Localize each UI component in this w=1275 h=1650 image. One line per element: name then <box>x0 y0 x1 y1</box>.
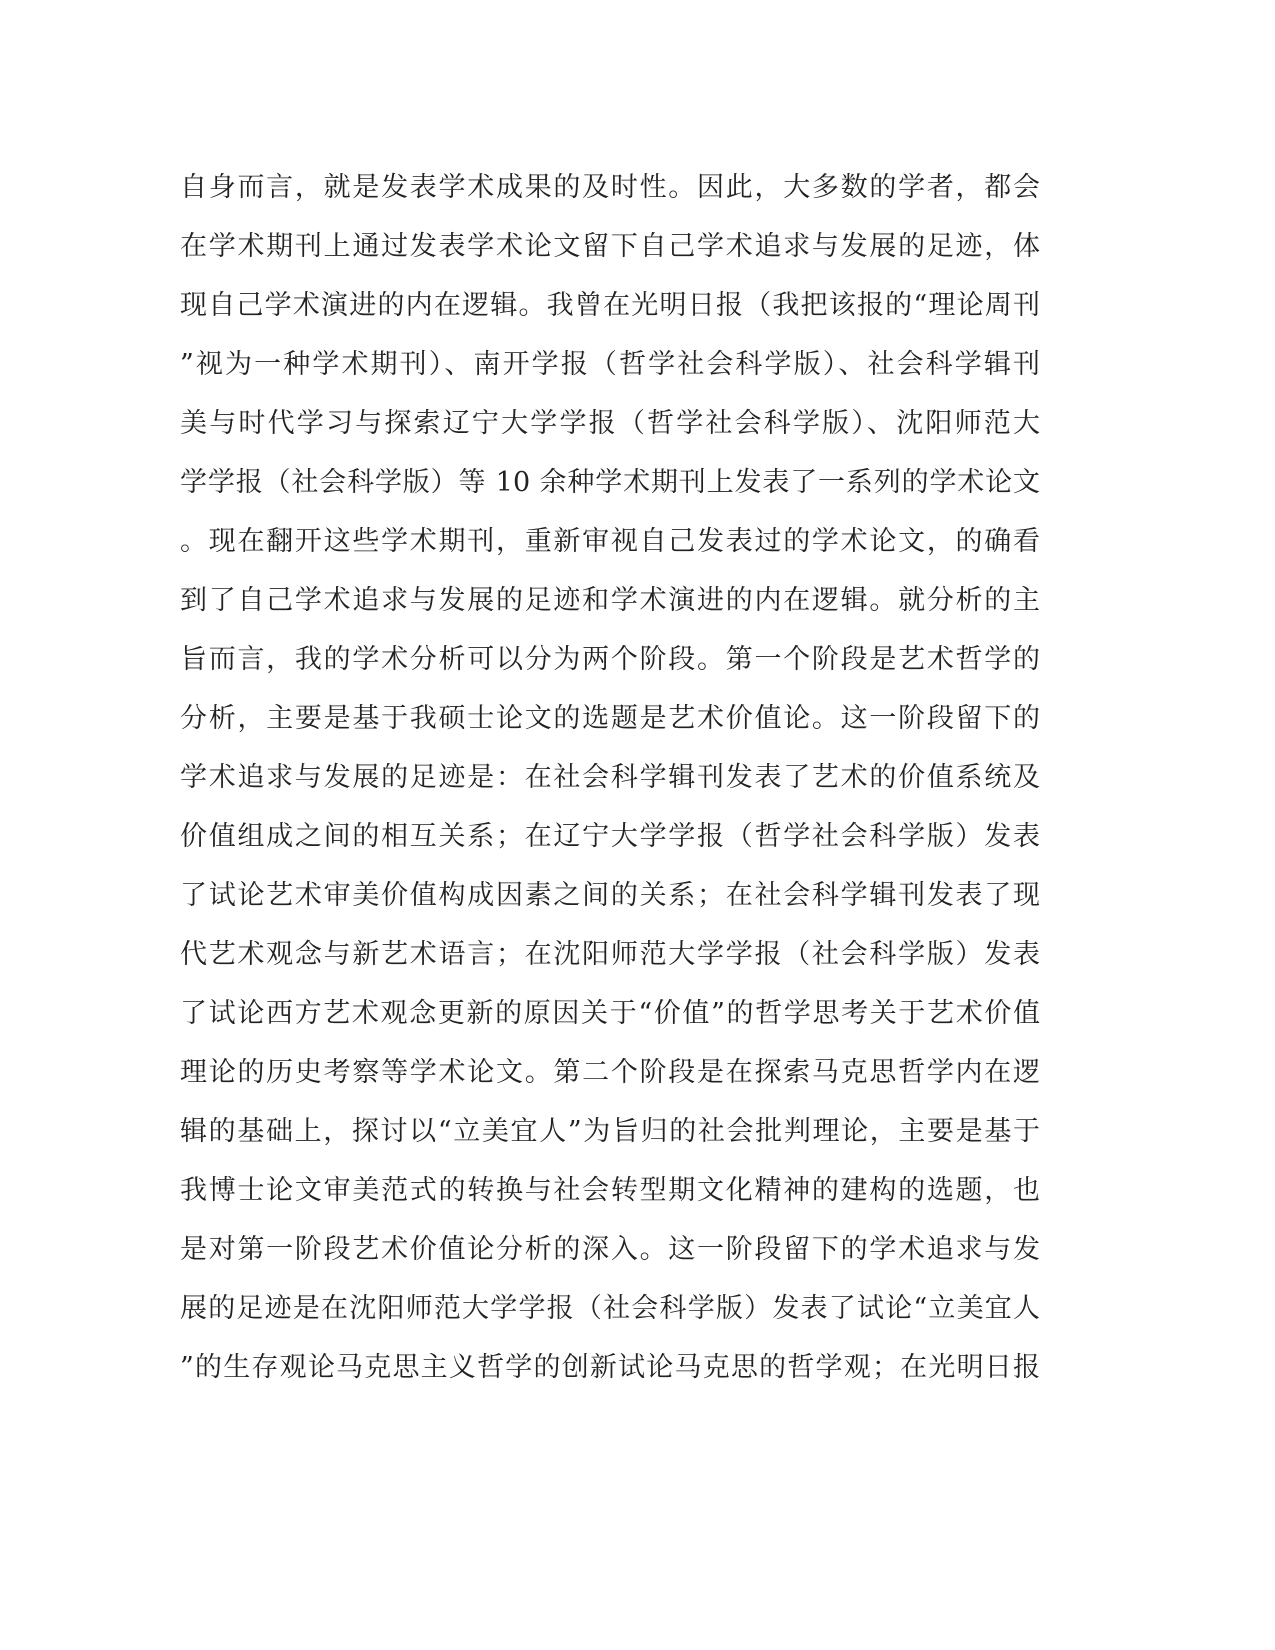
text-line: 是对第一阶段艺术价值论分析的深入。这一阶段留下的学术追求与发 <box>180 1234 1040 1265</box>
text-line: 学术追求与发展的足迹是：在社会科学辑刊发表了艺术的价值系统及 <box>180 762 1040 793</box>
text-line: 我博士论文审美范式的转换与社会转型期文化精神的建构的选题，也 <box>180 1175 1040 1206</box>
text-line: 旨而言，我的学术分析可以分为两个阶段。第一个阶段是艺术哲学的 <box>180 644 1040 675</box>
text-line: 分析，主要是基于我硕士论文的选题是艺术价值论。这一阶段留下的 <box>180 703 1040 734</box>
text-line: 美与时代学习与探索辽宁大学学报（哲学社会科学版）、沈阳师范大 <box>180 408 1040 439</box>
text-line: 到了自己学术追求与发展的足迹和学术演进的内在逻辑。就分析的主 <box>180 585 1040 616</box>
text-line: ”的生存观论马克思主义哲学的创新试论马克思的哲学观；在光明日报 <box>180 1352 1040 1383</box>
text-line: 理论的历史考察等学术论文。第二个阶段是在探索马克思哲学内在逻 <box>180 1057 1040 1088</box>
text-line: ”视为一种学术期刊）、南开学报（哲学社会科学版）、社会科学辑刊 <box>180 349 1040 380</box>
body-text <box>180 158 1040 1397</box>
text-line: 学学报（社会科学版）等 10 余种学术期刊上发表了一系列的学术论文 <box>180 467 1040 498</box>
text-line: 代艺术观念与新艺术语言；在沈阳师范大学学报（社会科学版）发表 <box>180 939 1040 970</box>
text-line: 价值组成之间的相互关系；在辽宁大学学报（哲学社会科学版）发表 <box>180 821 1040 852</box>
text-line: 在学术期刊上通过发表学术论文留下自己学术追求与发展的足迹，体 <box>180 231 1040 262</box>
text-line: 了试论西方艺术观念更新的原因关于“价值”的哲学思考关于艺术价值 <box>180 998 1040 1029</box>
text-line: 自身而言，就是发表学术成果的及时性。因此，大多数的学者，都会 <box>180 172 1040 203</box>
text-line: 。现在翻开这些学术期刊，重新审视自己发表过的学术论文，的确看 <box>180 526 1040 557</box>
text-line: 展的足迹是在沈阳师范大学学报（社会科学版）发表了试论“立美宜人 <box>180 1293 1040 1324</box>
text-line: 了试论艺术审美价值构成因素之间的关系；在社会科学辑刊发表了现 <box>180 880 1040 911</box>
text-line: 辑的基础上，探讨以“立美宜人”为旨归的社会批判理论，主要是基于 <box>180 1116 1040 1147</box>
text-line: 现自己学术演进的内在逻辑。我曾在光明日报（我把该报的“理论周刊 <box>180 290 1040 321</box>
